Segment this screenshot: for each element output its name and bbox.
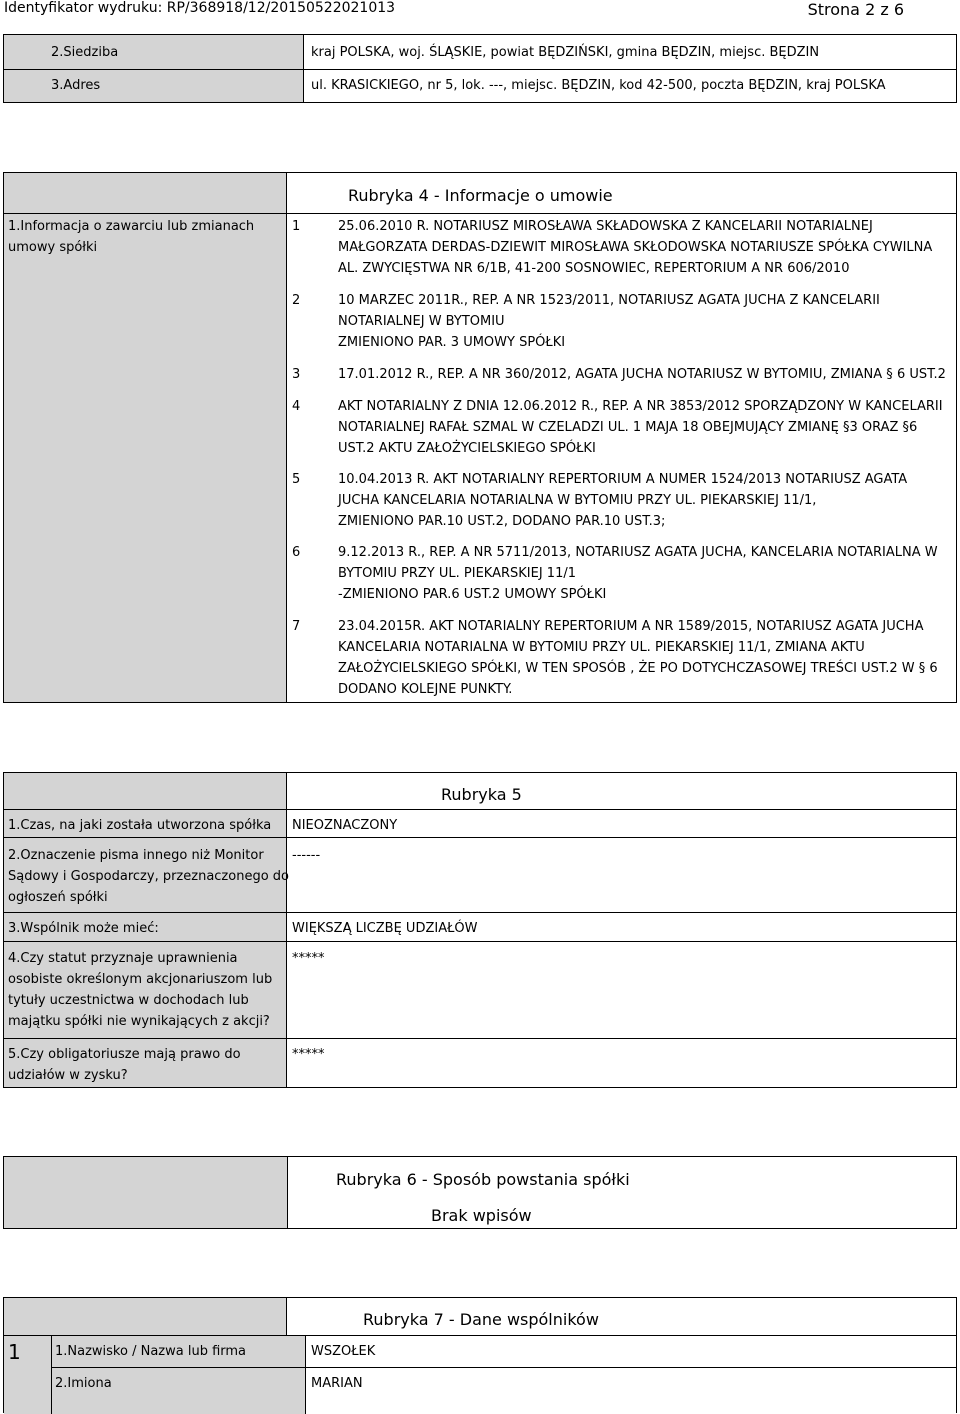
label-line: udziałów w zysku? — [8, 1068, 128, 1083]
duration-label — [8, 815, 271, 836]
entry-line: AKT NOTARIALNY Z DNIA 12.06.2012 R., REP. A NR 3853/2012 SPORZĄDZONY W KANCELARII — [338, 399, 943, 414]
row-divider — [4, 69, 956, 70]
entry-line: ZMIENIONO PAR.10 UST.2, DODANO PAR.10 UST.3; — [338, 514, 666, 529]
title-divider — [287, 213, 956, 214]
privileges-label — [8, 948, 272, 1032]
page-number: Strona 2 z 6 — [807, 0, 904, 19]
row-divider — [4, 809, 956, 810]
rubryka-6-title: Rubryka 6 - Sposób powstania spółki — [336, 1170, 630, 1189]
partner-firstname-value: MARIAN — [311, 1376, 363, 1391]
entry-line: KANCELARIA NOTARIALNA W BYTOMIU PRZY UL. PIEKARSKIEJ 11/1, ZMIANA AKTU — [338, 640, 865, 655]
entry-line: 17.01.2012 R., REP. A NR 360/2012, AGATA JUCHA NOTARIUSZ W BYTOMIU, ZMIANA § 6 UST.2 — [338, 367, 946, 382]
entry-number: 5 — [292, 472, 301, 487]
partner-index: 1 — [8, 1340, 21, 1364]
rubryka-4-title: Rubryka 4 - Informacje o umowie — [348, 186, 613, 205]
address-table — [3, 34, 957, 103]
entry-text — [338, 290, 950, 353]
row-divider — [52, 1367, 956, 1368]
label-line: 5.Czy obligatoriusze mają prawo do — [8, 1047, 241, 1062]
entry-text — [338, 469, 950, 532]
entry-line: 9.12.2013 R., REP. A NR 5711/2013, NOTARIUSZ AGATA JUCHA, KANCELARIA NOTARIALNA W — [338, 545, 938, 560]
rubryka-6-left — [4, 1157, 287, 1228]
rubryka-6-body: Brak wpisów — [431, 1206, 532, 1225]
entry-line: DODANO KOLEJNE PUNKTY. — [338, 682, 513, 697]
seat-value: kraj POLSKA, woj. ŚLĄSKIE, powiat BĘDZIŃSKI, gmina BĘDZIN, miejsc. BĘDZIN — [311, 45, 820, 60]
rubryka-4-label: 1.Informacja o zawarciu lub zmianach umowy spółki — [8, 219, 255, 255]
rubryka-4-label-cell — [4, 213, 287, 702]
rubryka-4-title-left — [4, 173, 287, 213]
entry-line: JUCHA KANCELARIA NOTARIALNA W BYTOMIU PRZY UL. PIEKARSKIEJ 11/1, — [338, 493, 817, 508]
row-divider — [4, 941, 956, 942]
seat-label: 2.Siedziba — [51, 45, 119, 60]
shares-label — [8, 918, 159, 939]
label-line: 3.Wspólnik może mieć: — [8, 921, 159, 936]
entry-line: ZMIENIONO PAR. 3 UMOWY SPÓŁKI — [338, 335, 566, 350]
title-divider — [306, 1335, 956, 1336]
entry-number: 6 — [292, 545, 301, 560]
rubryka-5-title: Rubryka 5 — [441, 785, 522, 804]
entry-text — [338, 396, 950, 459]
rubryka-7-title-left — [4, 1298, 287, 1335]
entry-line: NOTARIALNEJ RAFAŁ SZMAL W CZELADZI UL. 1 MAJA 18 OBEJMUJĄCY ZMIANĘ §3 ORAZ §6 — [338, 420, 918, 435]
rubryka-7-title: Rubryka 7 - Dane wspólników — [363, 1310, 599, 1329]
entry-line: 10 MARZEC 2011R., REP. A NR 1523/2011, NOTARIUSZ AGATA JUCHA Z KANCELARII — [338, 293, 880, 308]
row-divider — [4, 912, 956, 913]
entry-line: UST.2 AKTU ZAŁOŻYCIELSKIEGO SPÓŁKI — [338, 441, 596, 456]
label-line: tytuły uczestnictwa w dochodach lub — [8, 993, 249, 1008]
label-line: 1.Czas, na jaki została utworzona spółka — [8, 818, 272, 833]
entry-number: 7 — [292, 619, 301, 634]
entry-text — [338, 616, 950, 700]
entry-line: MAŁGORZATA DERDAS-DZIEWIT MIROSŁAWA SKŁODOWSKA NOTARIUSZE SPÓŁKA CYWILNA — [338, 240, 933, 255]
publication-value: ------ — [292, 848, 321, 863]
entry-line: -ZMIENIONO PAR.6 UST.2 UMOWY SPÓŁKI — [338, 587, 607, 602]
row-divider — [4, 837, 956, 838]
entry-text — [338, 364, 950, 385]
label-line: ogłoszeń spółki — [8, 890, 108, 905]
rubryka-5-title-left — [4, 773, 287, 809]
bondholders-label — [8, 1044, 241, 1086]
address-label: 3.Adres — [51, 78, 101, 93]
entry-number: 4 — [292, 399, 301, 414]
partner-firstname-label: 2.Imiona — [55, 1376, 112, 1391]
privileges-value: ***** — [292, 951, 325, 966]
bondholders-value: ***** — [292, 1047, 325, 1062]
label-line: 4.Czy statut przyznaje uprawnienia — [8, 951, 238, 966]
entry-line: AL. ZWYCIĘSTWA NR 6/1B, 41-200 SOSNOWIEC, REPERTORIUM A NR 606/2010 — [338, 261, 850, 276]
label-line: osobiste określonym akcjonariuszom lub — [8, 972, 273, 987]
entry-number: 2 — [292, 293, 301, 308]
entry-line: 23.04.2015R. AKT NOTARIALNY REPERTORIUM A NR 1589/2015, NOTARIUSZ AGATA JUCHA — [338, 619, 924, 634]
entry-text — [338, 216, 950, 279]
entry-line: BYTOMIU PRZY UL. PIEKARSKIEJ 11/1 — [338, 566, 576, 581]
duration-value: NIEOZNACZONY — [292, 818, 398, 833]
partner-name-value: WSZOŁEK — [311, 1344, 376, 1359]
label-line: majątku spółki nie wynikających z akcji? — [8, 1014, 270, 1029]
entry-number: 3 — [292, 367, 301, 382]
print-header — [0, 0, 960, 18]
entry-number: 1 — [292, 219, 301, 234]
label-line: 2.Oznaczenie pisma innego niż Monitor — [8, 848, 264, 863]
entry-line: 25.06.2010 R. NOTARIUSZ MIROSŁAWA SKŁADOWSKA Z KANCELARII NOTARIALNEJ — [338, 219, 873, 234]
partner-name-label: 1.Nazwisko / Nazwa lub firma — [55, 1344, 247, 1359]
entry-line: 10.04.2013 R. AKT NOTARIALNY REPERTORIUM A NUMER 1524/2013 NOTARIUSZ AGATA — [338, 472, 908, 487]
entry-text — [338, 542, 950, 605]
address-value: ul. KRASICKIEGO, nr 5, lok. ---, miejsc. BĘDZIN, kod 42-500, poczta BĘDZIN, kraj POLSKA — [311, 78, 886, 93]
label-line: Sądowy i Gospodarczy, przeznaczonego do — [8, 869, 289, 884]
entry-line: ZAŁOŻYCIELSKIEGO SPÓŁKI, W TEN SPOSÓB , ŻE PO DOTYCHCZASOWEJ TREŚCI UST.2 W § 6 — [338, 661, 938, 676]
column-divider — [287, 1157, 288, 1228]
row-divider — [4, 1038, 956, 1039]
shares-value: WIĘKSZĄ LICZBĘ UDZIAŁÓW — [292, 921, 478, 936]
entry-line: NOTARIALNEJ W BYTOMIU — [338, 314, 505, 329]
publication-label — [8, 845, 289, 908]
print-identifier: Identyfikator wydruku: RP/368918/12/20150522021013 — [4, 0, 396, 16]
